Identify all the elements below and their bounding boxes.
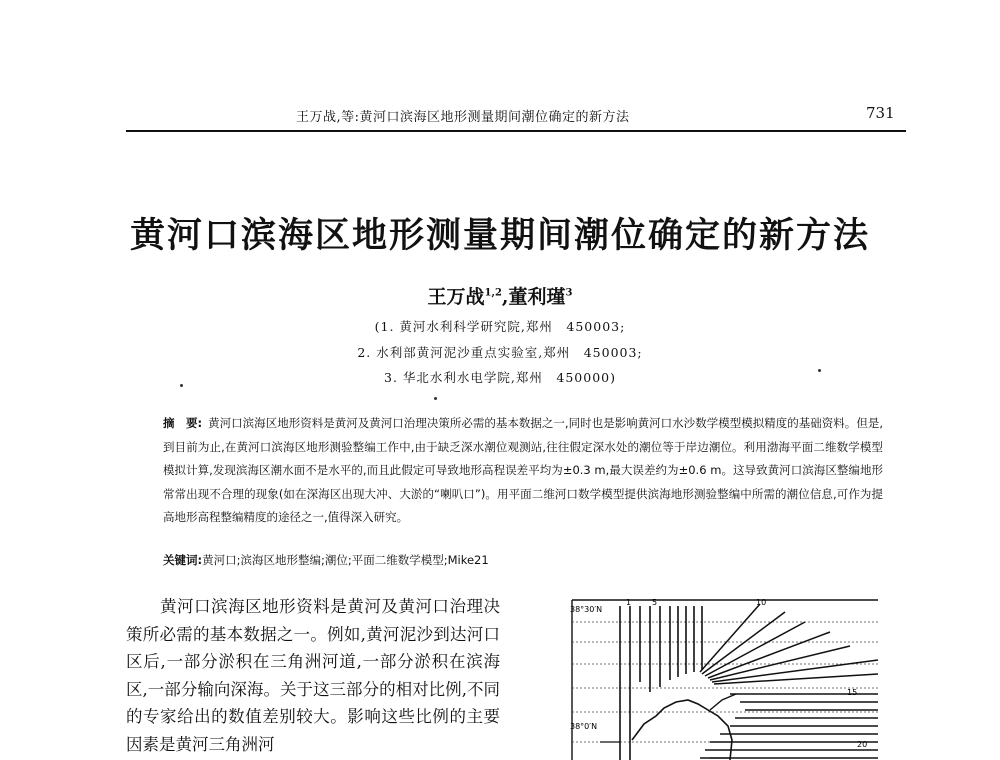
page-number: 731 xyxy=(866,104,895,122)
latitude-label-top: 38°30′N xyxy=(570,605,603,614)
affiliation-line: (1. 黄河水利科学研究院,郑州 450003; xyxy=(374,319,626,334)
scan-speck xyxy=(434,397,437,400)
map-figure-svg xyxy=(560,592,882,760)
author-name: 王万战 xyxy=(427,286,485,308)
keywords-label: 关键词: xyxy=(163,553,203,567)
profile-number-15: 15 xyxy=(847,688,858,697)
keywords xyxy=(163,552,489,568)
author-affiliation-mark: 3 xyxy=(565,287,573,299)
abstract-text: 黄河口滨海区地形资料是黄河及黄河口治理决策所必需的基本数据之一,同时也是影响黄河口水沙数学模型模拟精度的基础资料。但是,到目前为止,在黄河口滨海区地形测验整编工作中,由于缺乏深水潮位观测站,往往假定深水处的潮位等于岸边潮位。利用渤海平面二维数学模型模拟计算,发现滨海区潮水面不是水平的,而且此假定可导致地形高程误差平均为±0.3 m,最大误差约为±0.6 m。这导致黄河口滨海区整编地形常常出现不合理的现象(如在深海区出现大冲、大淤的“喇叭口”)。用平面二维河口数学模型提供滨海地形测验整编中所需的潮位信息,可作为提高地形高程整编精度的途径之一,值得深入研究。 xyxy=(163,416,883,524)
author-affiliation-mark: 1,2 xyxy=(484,287,502,299)
keywords-text: 黄河口;滨海区地形整编;潮位;平面二维数学模型;Mike21 xyxy=(202,553,489,567)
running-header: 王万战,等:黄河口滨海区地形测量期间潮位确定的新方法 xyxy=(296,110,630,125)
profile-number-10: 10 xyxy=(756,598,767,607)
abstract-label: 摘 要: xyxy=(163,416,203,430)
profile-number-20: 20 xyxy=(857,740,868,749)
abstract xyxy=(163,412,883,530)
profile-number-1: 1 xyxy=(626,598,632,607)
body-paragraph: 黄河口滨海区地形资料是黄河及黄河口治理决策所必需的基本数据之一。例如,黄河泥沙到达河口区后,一部分淤积在三角洲河道,一部分淤积在滨海区,一部分输向深海。关于这三部分的相对比例,不同的专家给出的数值差别较大。影响这些比例的主要因素是黄河三角洲河 xyxy=(126,597,500,754)
header-rule xyxy=(126,130,906,132)
author-separator: , xyxy=(501,286,509,308)
author-list xyxy=(0,282,1000,309)
affiliation-line: 3. 华北水利水电学院,郑州 450000) xyxy=(384,370,616,385)
paper-title: 黄河口滨海区地形测量期间潮位确定的新方法 xyxy=(129,216,870,256)
author-name: 董利瑾 xyxy=(508,286,566,308)
map-figure xyxy=(560,592,882,760)
scan-speck xyxy=(180,384,183,387)
profile-number-5: 5 xyxy=(652,598,658,607)
latitude-label-mid: 38°0′N xyxy=(570,722,598,731)
affiliation-line: 2. 水利部黄河泥沙重点实验室,郑州 450003; xyxy=(357,345,643,360)
scan-speck xyxy=(818,369,821,372)
